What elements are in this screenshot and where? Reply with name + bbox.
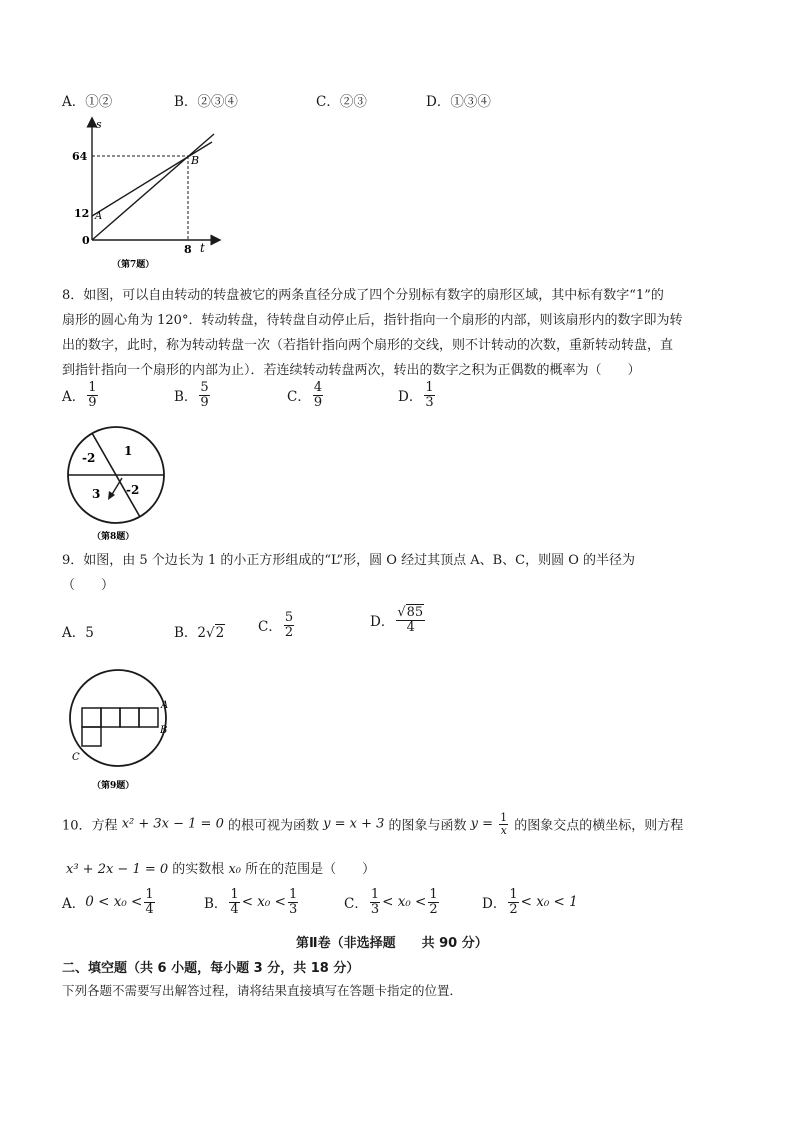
q8-spinner-figure <box>62 420 174 548</box>
q7-x8-label: 8 <box>184 243 192 256</box>
q7-axis-s-label: s <box>96 118 102 131</box>
q10-option-c: C． $\frac{1}{3}$ < x₀ < $\frac{1}{2}$ <box>344 887 438 917</box>
q9-option-c: C． $\frac{5}{2}$ <box>258 610 294 640</box>
q8-option-b: B． $\frac{5}{9}$ <box>174 380 209 410</box>
q10-option-d: D． $\frac{1}{2}$ < x₀ < 1 <box>482 887 578 917</box>
q9-circle <box>70 670 169 766</box>
part2-section-heading: 二、填空题（共 6 小题，每小题 3 分，共 18 分） <box>62 961 360 976</box>
q9-square <box>82 708 101 727</box>
q9-caption: （第9题） <box>92 781 135 791</box>
q10-line-2: x³ + 2x − 1 = 0 的实数根 x₀ 所在的范围是（ ） <box>66 862 376 877</box>
q7-origin-label: 0 <box>82 234 90 247</box>
q8-line-2: 扇形的圆心角为 120°．转动转盘，待转盘自动停止后，指针指向一个扇形的内部，则该扇形内的数字即为转 <box>62 313 683 328</box>
q7-point-a-label: A <box>95 211 103 222</box>
q9-line-2: （ ） <box>62 578 115 593</box>
q9-option-a: A．5 <box>62 625 94 641</box>
q9-option-b: B．2√2 <box>174 625 225 641</box>
q8-sector-label: -2 <box>82 451 96 465</box>
q8-line-4: 到指针指向一个扇形的内部为止）．若连续转动转盘两次，转出的数字之积为正偶数的概率为（ ） <box>62 363 641 378</box>
q7-option-a: A．①② <box>62 94 113 110</box>
q9-square <box>82 727 101 746</box>
q8-option-c: C． $\frac{4}{9}$ <box>287 380 323 410</box>
q9-square <box>139 708 158 727</box>
q7-line-origin <box>92 134 214 240</box>
q7-y64-label: 64 <box>72 150 88 163</box>
q7-axis-t-label: t <box>200 241 205 255</box>
q9-square <box>120 708 139 727</box>
q9-square <box>101 708 120 727</box>
q9-figure <box>62 668 180 796</box>
q8-caption: （第8题） <box>92 532 135 542</box>
q9-point-c-label: C <box>72 752 80 763</box>
q8-pointer <box>111 478 122 496</box>
q9-line-1: 9．如图，由 5 个边长为 1 的小正方形组成的“L”形，圆 O 经过其顶点 A、B、C，则圆 O 的半径为 <box>62 553 636 568</box>
q7-point-b-label: B <box>191 154 200 167</box>
q7-option-d: D．①③④ <box>426 94 491 110</box>
q8-line-3: 出的数字，此时，称为转动转盘一次（若指针指向两个扇形的交线，则不计转动的次数，重新转动转盘，直 <box>62 338 674 353</box>
q10-option-b: B． $\frac{1}{4}$ < x₀ < $\frac{1}{3}$ <box>204 887 298 917</box>
q8-sector-label: 1 <box>124 444 133 458</box>
q7-y12-label: 12 <box>74 207 90 220</box>
q7-option-c: C．②③ <box>316 94 367 110</box>
q7-graph <box>64 116 224 274</box>
q8-option-a: A． $\frac{1}{9}$ <box>62 380 97 410</box>
q9-option-d: D． $\frac{√85}{4}$ <box>370 605 424 635</box>
q8-option-d: D． $\frac{1}{3}$ <box>398 380 434 410</box>
q9-point-a-label: A <box>161 700 169 711</box>
part2-instruction: 下列各题不需要写出解答过程，请将结果直接填写在答题卡指定的位置． <box>62 983 463 998</box>
q7-caption: （第7题） <box>112 260 155 270</box>
q8-line-1: 8．如图，可以自由转动的转盘被它的两条直径分成了四个分别标有数字的扇形区域，其中标有数字“1”的 <box>62 288 664 303</box>
part2-title: 第Ⅱ卷（非选择题 共 90 分） <box>296 936 488 951</box>
q8-sector-label: -2 <box>126 483 140 497</box>
q7-option-b: B．②③④ <box>174 94 238 110</box>
q8-sector-label: 3 <box>92 487 101 501</box>
q10-line-1: 10．方程 x² + 3x − 1 = 0 的根可视为函数 y = x + 3 的图象与函数 y = $\frac{1}{x}$ 的图象交点的横坐标，则方程 <box>62 811 684 837</box>
q10-option-a: A．0 < x₀ < $\frac{1}{4}$ <box>62 887 154 917</box>
q9-point-b-label: B <box>160 725 168 736</box>
